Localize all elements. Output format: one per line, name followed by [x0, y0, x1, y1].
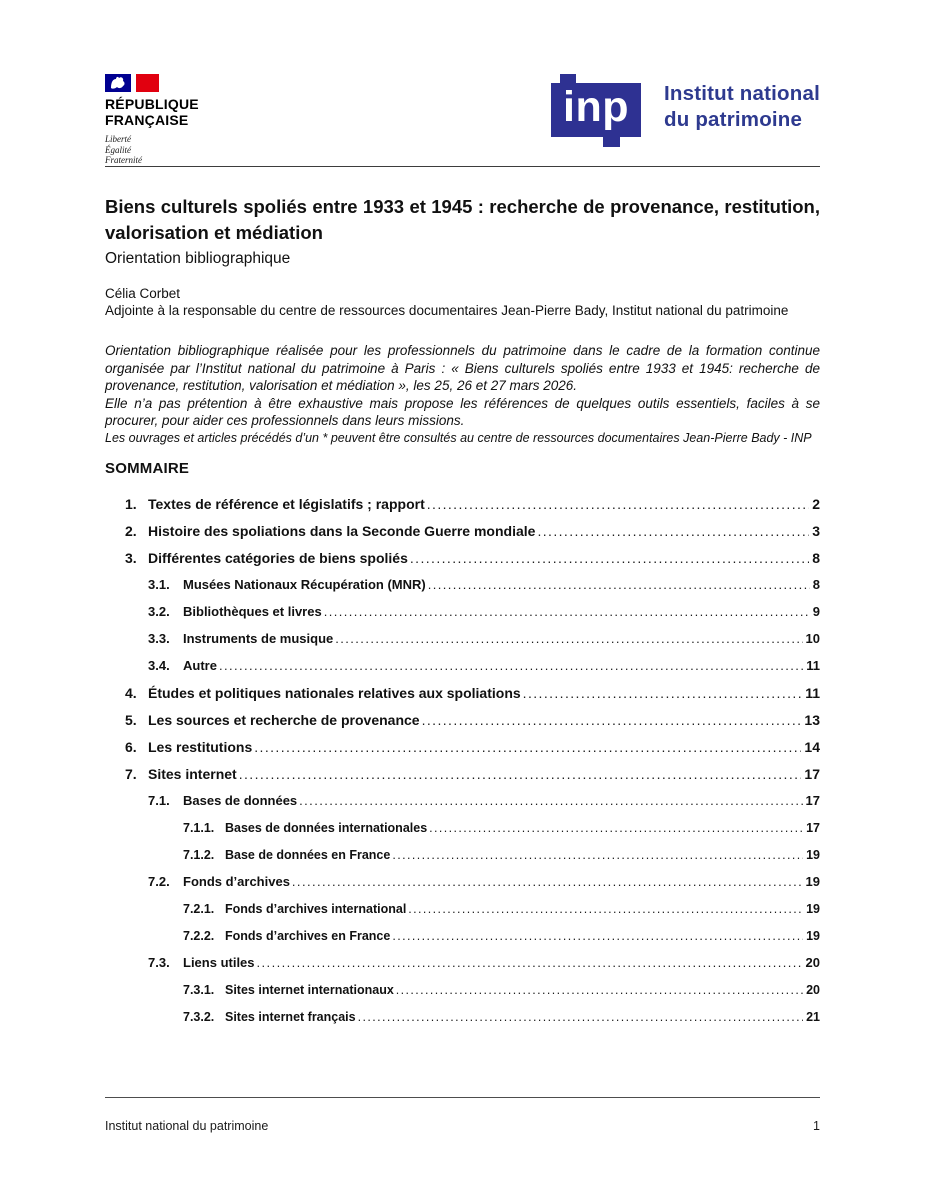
toc-leader-dots [358, 1009, 803, 1025]
toc-leader-dots [292, 874, 803, 890]
toc-entry-label: Sites internet français [225, 1009, 356, 1024]
toc-entry[interactable] [105, 874, 820, 890]
toc-entry-number: 3.4. [148, 657, 170, 673]
intro-block [105, 342, 820, 446]
toc-leader-dots [408, 901, 803, 917]
toc-entry-page: 17 [806, 820, 820, 835]
toc-entry-label: Sites internet [148, 765, 237, 782]
toc-leader-dots [219, 658, 803, 674]
toc-entry[interactable] [105, 523, 820, 539]
toc-entry-label: Liens utiles [183, 954, 255, 970]
toc-entry-label: Bases de données internationales [225, 820, 428, 835]
toc-entry-page: 11 [806, 657, 820, 673]
toc-leader-dots [422, 712, 802, 728]
toc-leader-dots [257, 955, 803, 971]
toc-entry[interactable] [105, 847, 820, 863]
toc-entry-number: 7.3. [148, 954, 170, 970]
toc-entry-label: Études et politiques nationales relatives aux spoliations [148, 684, 521, 701]
toc-entry-label: Les restitutions [148, 738, 253, 755]
toc-entry-label: Sites internet internationaux [225, 982, 394, 997]
author-name: Célia Corbet [105, 286, 181, 301]
toc-entry-page: 13 [804, 711, 820, 728]
toc-entry-page: 11 [805, 684, 820, 701]
toc-entry[interactable] [105, 820, 820, 836]
toc-leader-dots [410, 550, 809, 566]
inp-wordmark-line2: du patrimoine [664, 108, 803, 131]
toc-entry[interactable] [105, 577, 820, 593]
toc-entry-page: 19 [806, 901, 820, 916]
toc-list [105, 496, 820, 1025]
toc-entry-label: Musées Nationaux Récupération (MNR) [183, 576, 426, 592]
toc-entry-number: 7.2.1. [183, 901, 215, 916]
toc-entry-label: Fonds d’archives en France [225, 928, 391, 943]
inp-logo-tab-bottom [603, 136, 620, 147]
author-role: Adjointe à la responsable du centre de ressources documentaires Jean-Pierre Bady, Institut national du patrimoine [105, 303, 789, 318]
toc-entry-page: 2 [812, 495, 820, 512]
toc-entry-number: 7. [125, 765, 137, 782]
toc-entry-number: 7.1.1. [183, 820, 215, 835]
toc-entry-number: 3.3. [148, 630, 170, 646]
toc-entry[interactable] [105, 658, 820, 674]
toc-entry-page: 14 [804, 738, 820, 755]
toc-leader-dots [254, 739, 801, 755]
marianne-icon [105, 74, 131, 92]
toc-entry[interactable] [105, 631, 820, 647]
toc-entry-number: 7.2. [148, 873, 170, 889]
rf-motto-fraternite: Fraternité [105, 155, 142, 165]
footer-page-number: 1 [813, 1119, 820, 1133]
rf-motto-egalite: Égalité [105, 144, 131, 155]
intro-paragraph-3: Les ouvrages et articles précédés d’un * peuvent être consultés au centre de ressources documentaires Jean-Pierre Bady - INP [105, 430, 812, 445]
toc-entry-number: 7.2.2. [183, 928, 215, 943]
toc-entry-number: 6. [125, 738, 137, 755]
intro-paragraph-2: Elle n’a pas prétention à être exhaustive mais propose les références de quelques outils essentiels, faciles à se procurer, pour aider ces professionnels dans leurs missions. [105, 395, 820, 428]
toc-entry-page: 21 [806, 1009, 820, 1024]
footer-text: Institut national du patrimoine [105, 1119, 269, 1133]
toc-entry-label: Base de données en France [225, 847, 391, 862]
toc-leader-dots [392, 847, 803, 863]
rf-motto [105, 134, 235, 166]
toc-entry-label: Fonds d’archives [183, 873, 290, 889]
author-block [105, 285, 820, 319]
toc-entry-number: 7.3.1. [183, 982, 215, 997]
page-header [105, 0, 820, 166]
toc-entry-label: Fonds d’archives international [225, 901, 407, 916]
republique-francaise-logo [105, 74, 235, 166]
toc-leader-dots [428, 577, 810, 593]
inp-wordmark [664, 81, 820, 133]
toc-entry[interactable] [105, 712, 820, 728]
toc-entry-page: 3 [812, 522, 820, 539]
toc-heading: SOMMAIRE [105, 459, 190, 477]
toc-entry-page: 20 [805, 954, 820, 970]
inp-wordmark-line1: Institut national [664, 82, 820, 105]
toc-entry-page: 17 [804, 765, 820, 782]
toc-entry-page: 17 [805, 792, 820, 808]
toc-entry-page: 19 [805, 873, 820, 889]
toc-entry-number: 2. [125, 522, 137, 539]
toc-entry[interactable] [105, 793, 820, 809]
toc-entry-page: 9 [812, 603, 820, 619]
toc-entry[interactable] [105, 901, 820, 917]
toc-entry[interactable] [105, 496, 820, 512]
toc-entry-label: Bibliothèques et livres [183, 603, 322, 619]
toc-entry-page: 19 [806, 928, 820, 943]
toc-entry-label: Histoire des spoliations dans la Seconde Guerre mondiale [148, 522, 536, 539]
toc-entry[interactable] [105, 685, 820, 701]
inp-logo-box [551, 83, 641, 137]
toc-entry-label: Bases de données [183, 792, 298, 808]
toc-entry-label: Instruments de musique [183, 630, 334, 646]
flag-red-block [136, 74, 159, 92]
toc-entry[interactable] [105, 550, 820, 566]
toc-entry[interactable] [105, 982, 820, 998]
header-rule [105, 166, 820, 167]
document-title: Biens culturels spoliés entre 1933 et 1945 : recherche de provenance, restitution, valorisation et médiation [105, 196, 820, 243]
toc-entry-page: 19 [806, 847, 820, 862]
document-body [105, 194, 820, 1025]
toc-entry-number: 7.1. [148, 792, 170, 808]
toc-entry[interactable] [105, 955, 820, 971]
toc-entry-page: 8 [812, 549, 820, 566]
toc-entry-number: 1. [125, 495, 137, 512]
marianne-flag [105, 74, 235, 92]
toc-leader-dots [299, 793, 802, 809]
toc-entry-page: 8 [812, 576, 820, 592]
toc-entry-number: 7.1.2. [183, 847, 215, 862]
toc-entry-label: Différentes catégories de biens spoliés [148, 549, 408, 566]
toc-entry-number: 3.2. [148, 603, 170, 619]
rf-motto-liberte: Liberté [105, 134, 131, 144]
toc-entry-page: 10 [805, 630, 820, 646]
toc-leader-dots [392, 928, 803, 944]
inp-acronym: inp [563, 83, 629, 131]
toc-leader-dots [239, 766, 802, 782]
rf-wordmark-line1: RÉPUBLIQUE [105, 96, 199, 112]
toc-leader-dots [427, 496, 809, 512]
rf-wordmark-line2: FRANÇAISE [105, 111, 189, 128]
toc-leader-dots [335, 631, 802, 647]
toc-entry-label: Textes de référence et législatifs ; rapport [148, 495, 425, 512]
toc-entry-number: 7.3.2. [183, 1009, 215, 1024]
toc-entry-number: 4. [125, 684, 137, 701]
toc-entry-number: 3. [125, 549, 137, 566]
toc-leader-dots [324, 604, 810, 620]
toc-entry-label: Les sources et recherche de provenance [148, 711, 420, 728]
toc-entry[interactable] [105, 928, 820, 944]
toc-entry[interactable] [105, 766, 820, 782]
toc-leader-dots [537, 523, 809, 539]
toc-entry[interactable] [105, 1009, 820, 1025]
toc-entry-number: 3.1. [148, 576, 170, 592]
toc-entry[interactable] [105, 604, 820, 620]
document-subtitle: Orientation bibliographique [105, 250, 291, 267]
toc-entry-page: 20 [806, 982, 820, 997]
toc-entry-number: 5. [125, 711, 137, 728]
toc-leader-dots [523, 685, 803, 701]
page-footer [105, 1097, 820, 1133]
toc-leader-dots [396, 982, 803, 998]
toc-entry-label: Autre [183, 657, 217, 673]
toc-leader-dots [429, 820, 803, 836]
inp-logo [551, 77, 820, 137]
toc-entry[interactable] [105, 739, 820, 755]
intro-paragraph-1: Orientation bibliographique réalisée pour les professionnels du patrimoine dans le cadre de la formation continue organisée par l’Institut national du patrimoine à Paris : « Biens culturels spoliés entre 1933 et 1945: recherche de provenance, restitution, valorisation et médiation », les 25, 26 et 27 mars 2026. [105, 343, 820, 393]
